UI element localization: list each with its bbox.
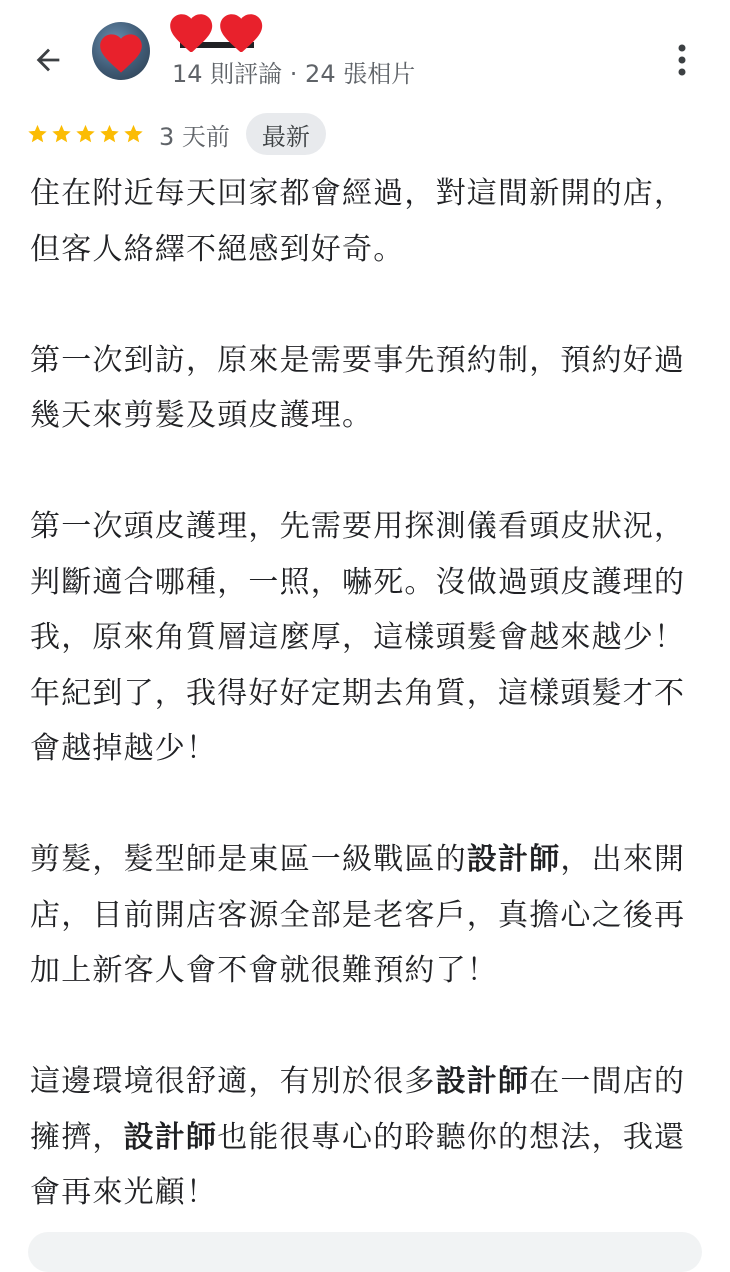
review-paragraph: 住在附近每天回家都會經過，對這間新開的店，但客人絡繹不絕感到好奇。	[30, 176, 686, 267]
review-paragraph	[30, 1054, 706, 1221]
star-rating	[26, 123, 145, 145]
star-icon	[74, 123, 97, 145]
reviewer-stats[interactable]: 14 則評論 · 24 張相片	[172, 60, 416, 88]
review-header	[0, 0, 730, 110]
next-section-card	[28, 1232, 702, 1272]
review-time: 3 天前	[159, 122, 230, 151]
highlighted-keyword: 設計師	[435, 1064, 530, 1099]
back-button[interactable]	[26, 38, 70, 82]
review-text-run: 這邊環境很舒適，有別於很多	[30, 1064, 436, 1099]
star-icon	[50, 123, 73, 145]
review-text-run: 也能很專心的聆聽你的想法，我還會再來光顧！	[30, 1119, 686, 1210]
review-text	[30, 166, 706, 1221]
reviewer-name-redaction	[166, 8, 268, 56]
review-paragraph: 第一次頭皮護理，先需要用探測儀看頭皮狀況，判斷適合哪種，一照，嚇死。沒做過頭皮護理的我，原來角質層這麼厚，這樣頭髮會越來越少！年紀到了，我得好好定期去角質，這樣頭髮才不會越掉越少！	[30, 509, 686, 766]
star-icon	[26, 123, 49, 145]
arrow-left-icon	[31, 43, 65, 77]
more-options-button[interactable]	[664, 38, 700, 82]
heart-icon	[96, 28, 146, 74]
review-paragraph	[30, 832, 706, 999]
newest-badge: 最新	[246, 113, 326, 155]
more-vert-icon	[676, 43, 688, 77]
review-text-run: ，出來開店，目前開店客源全部是老客戶，真擔心之後再加上新客人會不會就很難預約了！	[30, 842, 686, 988]
review-paragraph: 第一次到訪，原來是需要事先預約制，預約好過幾天來剪髮及頭皮護理。	[30, 342, 686, 433]
review-rating-row	[26, 112, 326, 156]
review-text-run: 在一間店的擁擠，	[30, 1064, 686, 1155]
highlighted-keyword: 設計師	[123, 1119, 218, 1155]
reviewer-avatar[interactable]	[92, 22, 150, 80]
review-text-run: 剪髮，髮型師是東區一級戰區的	[30, 842, 467, 877]
star-icon	[98, 123, 121, 145]
star-icon	[122, 123, 145, 145]
highlighted-keyword: 設計師	[466, 842, 561, 877]
